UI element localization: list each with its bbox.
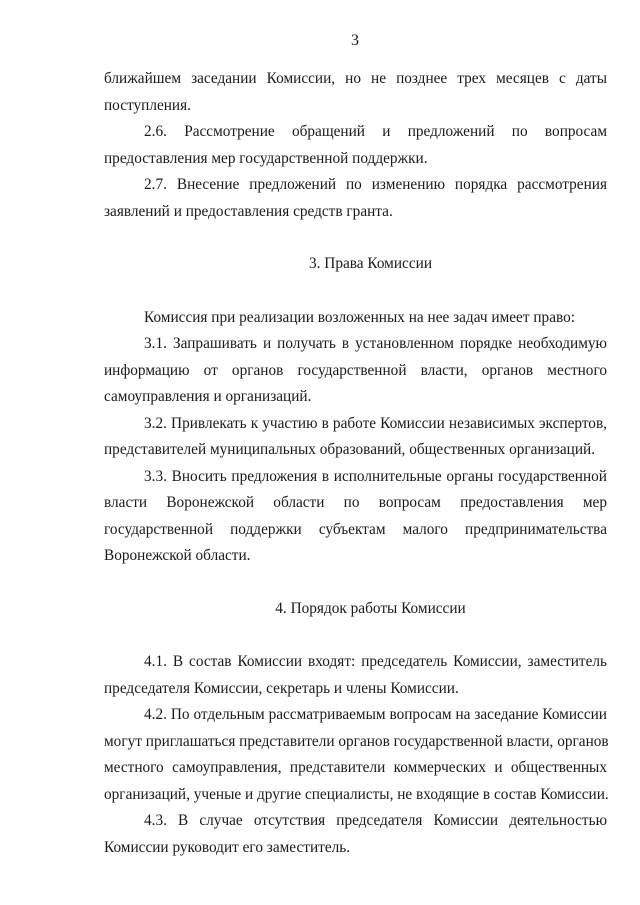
paragraph-2-5-continuation: [104, 66, 607, 119]
text-line: председателя Комиссии, секретарь и члены Комиссии.: [104, 679, 459, 697]
paragraph-3-3: [104, 464, 607, 570]
paragraph-3-1: [104, 331, 607, 411]
text-line: государственной поддержки субъектам малого предпринимательства: [104, 520, 607, 538]
text-line: могут приглашаться представители органов государственной власти, органов: [104, 732, 609, 750]
text-line: 3.1. Запрашивать и получать в установленном порядке необходимую: [144, 335, 607, 352]
text-line: предоставления мер государственной поддержки.: [104, 149, 428, 167]
spacer: [104, 622, 607, 649]
section-heading-4: 4. Порядок работы Комиссии: [275, 599, 466, 617]
text-line: Комиссии руководит его заместитель.: [104, 838, 351, 856]
text-line: 2.7. Внесение предложений по изменению порядка рассмотрения: [144, 176, 607, 193]
spacer: [104, 570, 607, 596]
paragraph-4-3: [104, 808, 607, 861]
paragraph-3-2: [104, 411, 607, 464]
text-line: 3.3. Вносить предложения в исполнительные органы государственной: [144, 467, 607, 485]
section-heading-3: 3. Права Комиссии: [308, 255, 433, 272]
paragraph-4-1: [104, 649, 607, 702]
paragraph-4-2: [104, 702, 607, 808]
text-line: Комиссия при реализации возложенных на нее задач имеет право:: [144, 308, 576, 326]
text-line: 2.6. Рассмотрение обращений и предложений по вопросам: [144, 123, 607, 140]
paragraph-2-6: [104, 119, 607, 172]
paragraph-2-7: [104, 172, 607, 225]
text-line: 4.2. По отдельным рассматриваемым вопросам на заседание Комиссии: [144, 706, 607, 723]
text-line: информацию от органов государственной власти, органов местного: [104, 361, 607, 379]
text-line: представителей муниципальных образований, общественных организаций.: [104, 441, 596, 458]
text-line: местного самоуправления, представители коммерческих и общественных: [104, 759, 607, 776]
text-line: 4.1. В состав Комиссии входят: председатель Комиссии, заместитель: [144, 653, 607, 670]
text-line: поступления.: [104, 96, 191, 114]
spacer: [104, 278, 607, 305]
text-line: самоуправления и организаций.: [104, 388, 312, 405]
text-line: заявлений и предоставления средств гранта.: [104, 202, 393, 220]
spacer: [104, 225, 607, 251]
paragraph-3-intro: [104, 305, 607, 332]
text-line: 4.3. В случае отсутствия председателя Комиссии деятельностью: [144, 812, 607, 829]
text-line: 3.2. Привлекать к участию в работе Комиссии независимых экспертов,: [144, 414, 607, 432]
text-line: власти Воронежской области по вопросам предоставления мер: [104, 494, 607, 511]
text-line: ближайшем заседании Комиссии, но не позднее трех месяцев с даты: [104, 70, 607, 87]
page-number: 3: [351, 32, 359, 49]
document-body: [104, 66, 607, 861]
text-line: организаций, ученые и другие специалисты, не входящие в состав Комиссии.: [104, 785, 609, 803]
text-line: Воронежской области.: [104, 547, 251, 564]
